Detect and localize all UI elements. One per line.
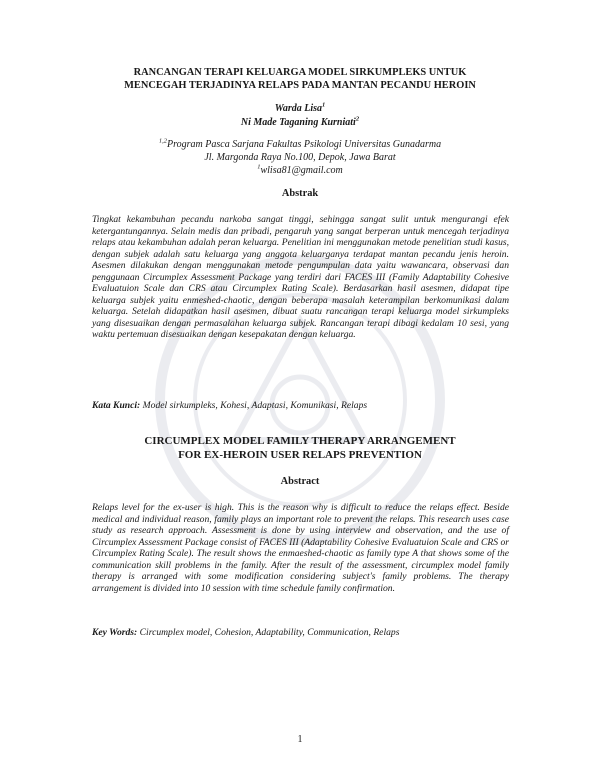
- affiliation-line-1: [60, 138, 540, 151]
- author-1-name: Warda Lisa: [274, 103, 323, 114]
- author-1-sup: 1: [322, 101, 326, 109]
- email-sup: 1: [257, 163, 261, 171]
- author-1: [60, 102, 540, 116]
- abstract-heading: Abstract: [280, 476, 320, 487]
- paper-title-line-1: RANCANGAN TERAPI KELUARGA MODEL SIRKUMPLEKS UNTUK: [133, 67, 467, 78]
- author-2-name: Ni Made Taganing Kurniati: [240, 117, 356, 128]
- paper-title-line-2: MENCEGAH TERJADINYA RELAPS PADA MANTAN PECANDU HEROIN: [124, 80, 476, 91]
- affiliation-email-line: [60, 164, 540, 177]
- affiliation-institution: Program Pasca Sarjana Fakultas Psikologi Universitas Gunadarma: [167, 139, 442, 150]
- author-2: [60, 116, 540, 130]
- kata-kunci: [92, 400, 509, 412]
- abstrak-text: Tingkat kekambuhan pecandu narkoba sangat tinggi, sehingga sangat sulit untuk mengurangi efek ketergantungannya. Selain medis dan pribadi, pengaruh yang sangat berperan untuk mencegah terjadinya relaps atau kekambuhan adalah peran keluarga. Penelitian ini menggunakan metode penelitian studi kasus, dengan subjek adalah satu keluarga yang anggota keluarganya terdapat mantan pecandu jenis heroin. Asesmen dilakukan dengan menggunakan metode pengumpulan data yaitu wawancara, observasi dan penggunaan Circumplex Assessment Package yang terdiri dari FACES III (Family Adaptability Cohesive Evaluatuion Scale dan CRS atau Circumplex Rating Scale). Berdasarkan hasil asesmen, didapat tipe keluarga subjek yaitu enmeshed-chaotic, dengan beberapa masalah keterampilan berkomunikasi dalam keluarga. Setelah didapatkan hasil asesmen, dibuat suatu rancangan terapi keluarga model sirkumpleks yang disesuaikan dengan permasalahan keluarga subjek. Rancangan terapi dibagi kedalam 10 sesi, yang waktu pertemuan disesuaikan dengan kesepakatan dengan keluarga.: [92, 214, 509, 341]
- key-words-values: Circumplex model, Cohesion, Adaptability, Communication, Relaps: [139, 627, 400, 638]
- author-email: wlisa81@gmail.com: [260, 165, 343, 176]
- author-list: [60, 102, 540, 130]
- key-words: [92, 627, 509, 639]
- author-2-sup: 2: [355, 115, 360, 123]
- english-title: [60, 434, 540, 462]
- abstrak-heading: Abstrak: [281, 188, 319, 199]
- paper-title: [60, 66, 540, 92]
- abstract-text: Relaps level for the ex-user is high. This is the reason why is difficult to reduce the relaps effect. Beside medical and individual reason, family plays an important role to prevent the relaps. This research uses case study as research approach. Assessment is done by using interview and observation, and the use of Circumplex Assessment Package consist of FACES III (Adaptability Cohesive Evaluatuion Scale and CRS or Circumplex Rating Scale). The result shows the enmaeshed-chaotic as family type A that shows some of the communication skill problems in the family. After the result of the assessment, circumplex model family therapy is arranged with some modification considering subject's family problems. The therapy arrangement is divided into 10 session with time schedule family confirmation.: [92, 502, 509, 594]
- affiliation-address: Jl. Margonda Raya No.100, Depok, Jawa Barat: [204, 152, 396, 163]
- page-number: 1: [297, 734, 303, 745]
- affiliation-sup: 1,2: [158, 137, 168, 145]
- affiliation: [60, 138, 540, 177]
- kata-kunci-values: Model sirkumpleks, Kohesi, Adaptasi, Komunikasi, Relaps: [142, 400, 368, 411]
- key-words-label: Key Words:: [92, 627, 138, 638]
- english-title-line-1: CIRCUMPLEX MODEL FAMILY THERAPY ARRANGEMENT: [144, 435, 456, 447]
- kata-kunci-label: Kata Kunci:: [92, 400, 141, 411]
- english-title-line-2: FOR EX-HEROIN USER RELAPS PREVENTION: [178, 449, 422, 461]
